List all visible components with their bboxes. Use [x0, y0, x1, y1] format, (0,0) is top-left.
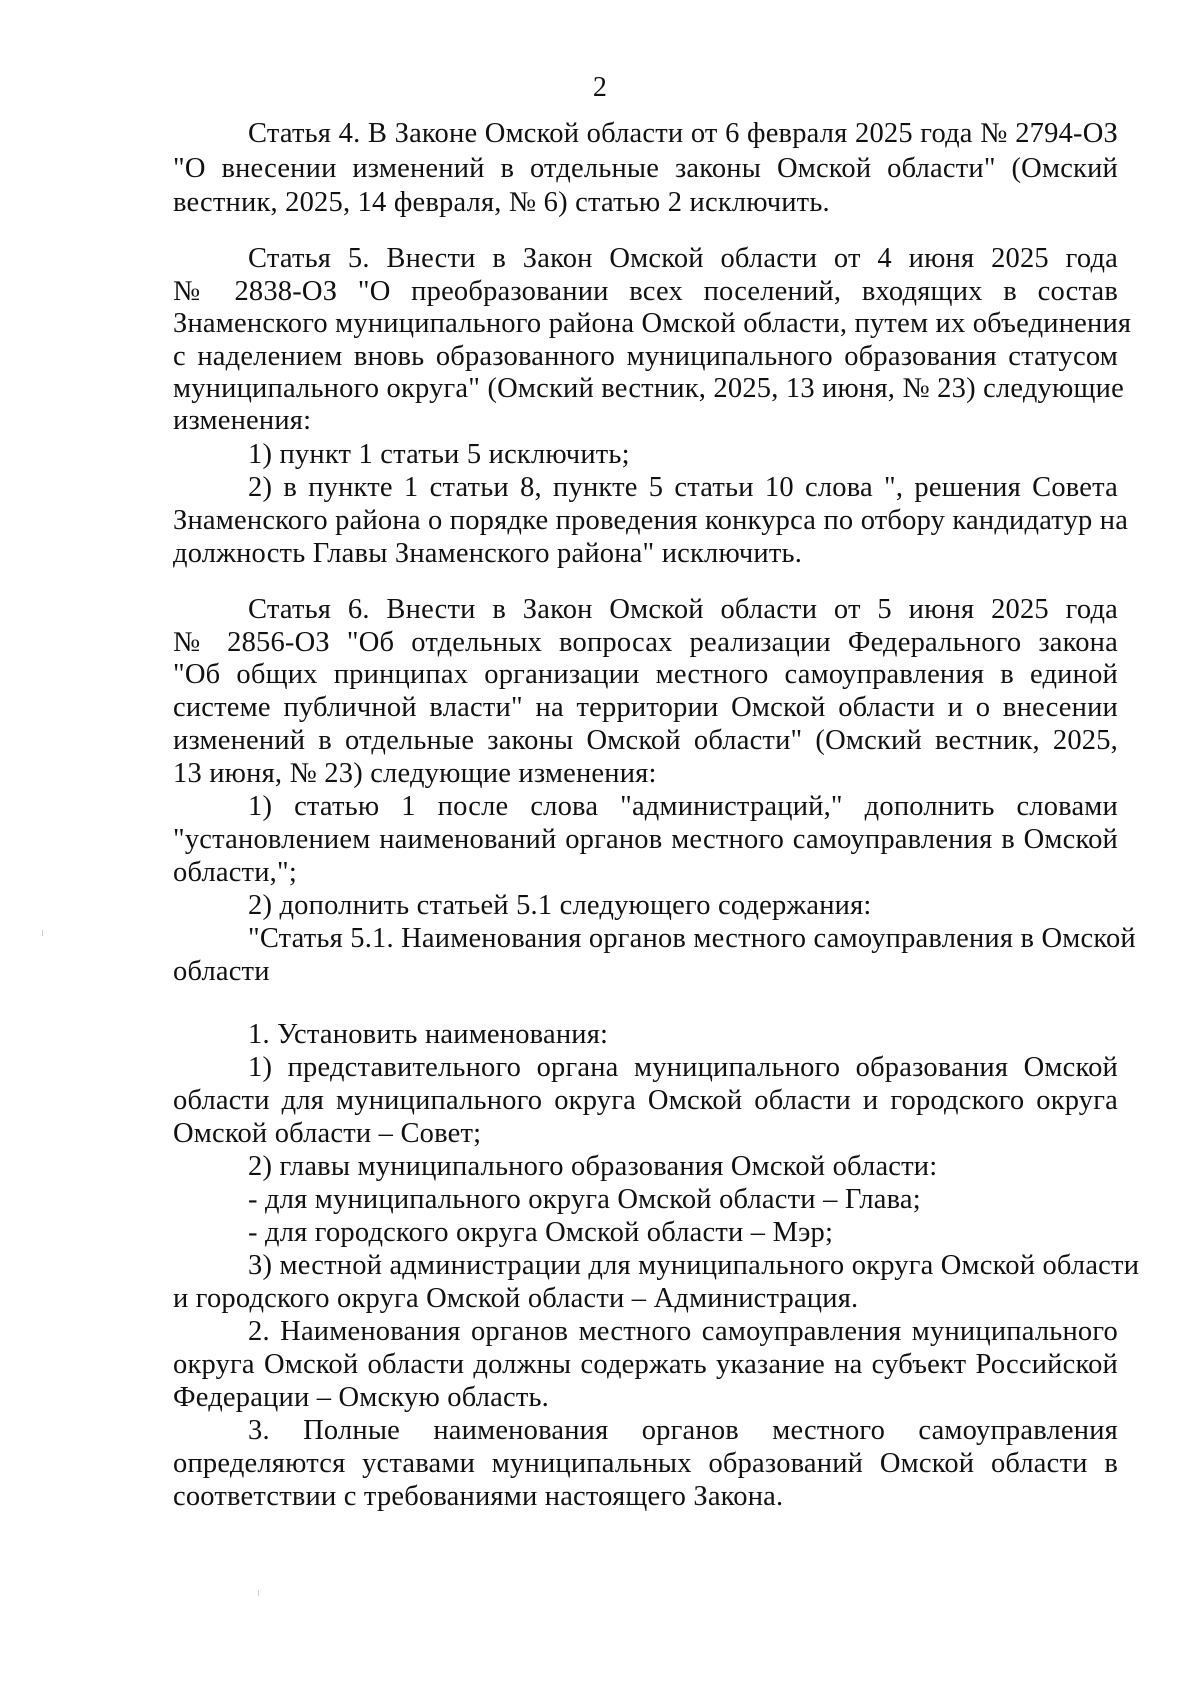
article-5-1-heading-line-2: области: [173, 956, 270, 987]
article-5-1-point-1-sub-2-dash-2: - для городского округа Омской области – Мэр;: [248, 1217, 834, 1248]
article-6-item-1-line-3: области,";: [173, 857, 297, 888]
article-5-line-5: муниципального округа" (Омский вестник, 2025, 13 июня, № 23) следующие: [173, 373, 1124, 404]
article-5-item-2-line-2: Знаменского района о порядке проведения конкурса по отбору кандидатур на: [173, 505, 1129, 536]
article-4-line-2: "О внесении изменений в отдельные законы Омской области" (Омский: [173, 153, 1118, 184]
article-5-1-point-3-line-1: 3. Полные наименования органов местного самоуправления: [248, 1415, 1118, 1446]
scan-artifact: [258, 1590, 259, 1596]
article-5-line-6: изменения:: [173, 405, 312, 436]
article-5-line-1: Статья 5. Внести в Закон Омской области от 4 июня 2025 года: [248, 243, 1118, 274]
article-5-1-point-1-sub-2: 2) главы муниципального образования Омской области:: [248, 1151, 938, 1182]
article-6-line-2: № 2856-ОЗ "Об отдельных вопросах реализации Федерального закона: [173, 627, 1118, 658]
article-5-line-2: № 2838-ОЗ "О преобразовании всех поселений, входящих в состав: [173, 276, 1118, 307]
article-5-1-point-1-sub-1-line-3: Омской области – Совет;: [173, 1118, 482, 1149]
article-6-item-1-line-1: 1) статью 1 после слова "администраций," дополнить словами: [248, 791, 1118, 822]
article-5-1-point-1-sub-1-line-2: области для муниципального округа Омской области и городского округа: [173, 1085, 1118, 1116]
article-5-1-heading-line-1: "Статья 5.1. Наименования органов местного самоуправления в Омской: [248, 923, 1136, 954]
article-5-item-2-line-3: должность Главы Знаменского района" исключить.: [173, 538, 803, 569]
article-5-1-point-1: 1. Установить наименования:: [248, 1019, 609, 1050]
article-5-1-point-1-sub-1-line-1: 1) представительного органа муниципального образования Омской: [248, 1052, 1118, 1083]
article-5-1-point-2-line-1: 2. Наименования органов местного самоуправления муниципального: [248, 1316, 1118, 1347]
article-5-1-point-2-line-3: Федерации – Омскую область.: [173, 1382, 550, 1413]
article-5-1-point-1-sub-2-dash-1: - для муниципального округа Омской области – Глава;: [248, 1184, 921, 1215]
article-5-1-point-2-line-2: округа Омской области должны содержать указание на субъект Российской: [173, 1349, 1118, 1380]
article-5-line-4: с наделением вновь образованного муниципального образования статусом: [173, 341, 1118, 372]
article-6-line-4: системе публичной власти" на территории Омской области и о внесении: [173, 692, 1118, 723]
page-number: 2: [592, 72, 608, 103]
article-4-line-3: вестник, 2025, 14 февраля, № 6) статью 2 исключить.: [173, 187, 830, 218]
article-6-item-2: 2) дополнить статьей 5.1 следующего содержания:: [248, 890, 872, 921]
article-6-line-3: "Об общих принципах организации местного самоуправления в единой: [173, 659, 1118, 690]
article-5-item-1: 1) пункт 1 статьи 5 исключить;: [248, 439, 630, 470]
article-5-1-point-3-line-3: соответствии с требованиями настоящего Закона.: [173, 1481, 784, 1512]
article-5-item-2-line-1: 2) в пункте 1 статьи 8, пункте 5 статьи 10 слова ", решения Совета: [248, 472, 1118, 503]
article-6-line-1: Статья 6. Внести в Закон Омской области от 5 июня 2025 года: [248, 594, 1118, 625]
article-5-1-point-3-line-2: определяются уставами муниципальных образований Омской области в: [173, 1448, 1118, 1479]
article-5-1-point-1-sub-3-line-1: 3) местной администрации для муниципального округа Омской области: [248, 1250, 1140, 1281]
article-5-line-3: Знаменского муниципального района Омской области, путем их объединения: [173, 308, 1132, 339]
article-6-line-6: 13 июня, № 23) следующие изменения:: [173, 758, 657, 789]
article-5-1-point-1-sub-3-line-2: и городского округа Омской области – Администрация.: [173, 1283, 859, 1314]
article-4-line-1: Статья 4. В Законе Омской области от 6 февраля 2025 года № 2794-ОЗ: [248, 118, 1118, 149]
scan-artifact: [42, 930, 43, 936]
article-6-item-1-line-2: "установлением наименований органов местного самоуправления в Омской: [173, 824, 1118, 855]
article-6-line-5: изменений в отдельные законы Омской области" (Омский вестник, 2025,: [173, 725, 1118, 756]
